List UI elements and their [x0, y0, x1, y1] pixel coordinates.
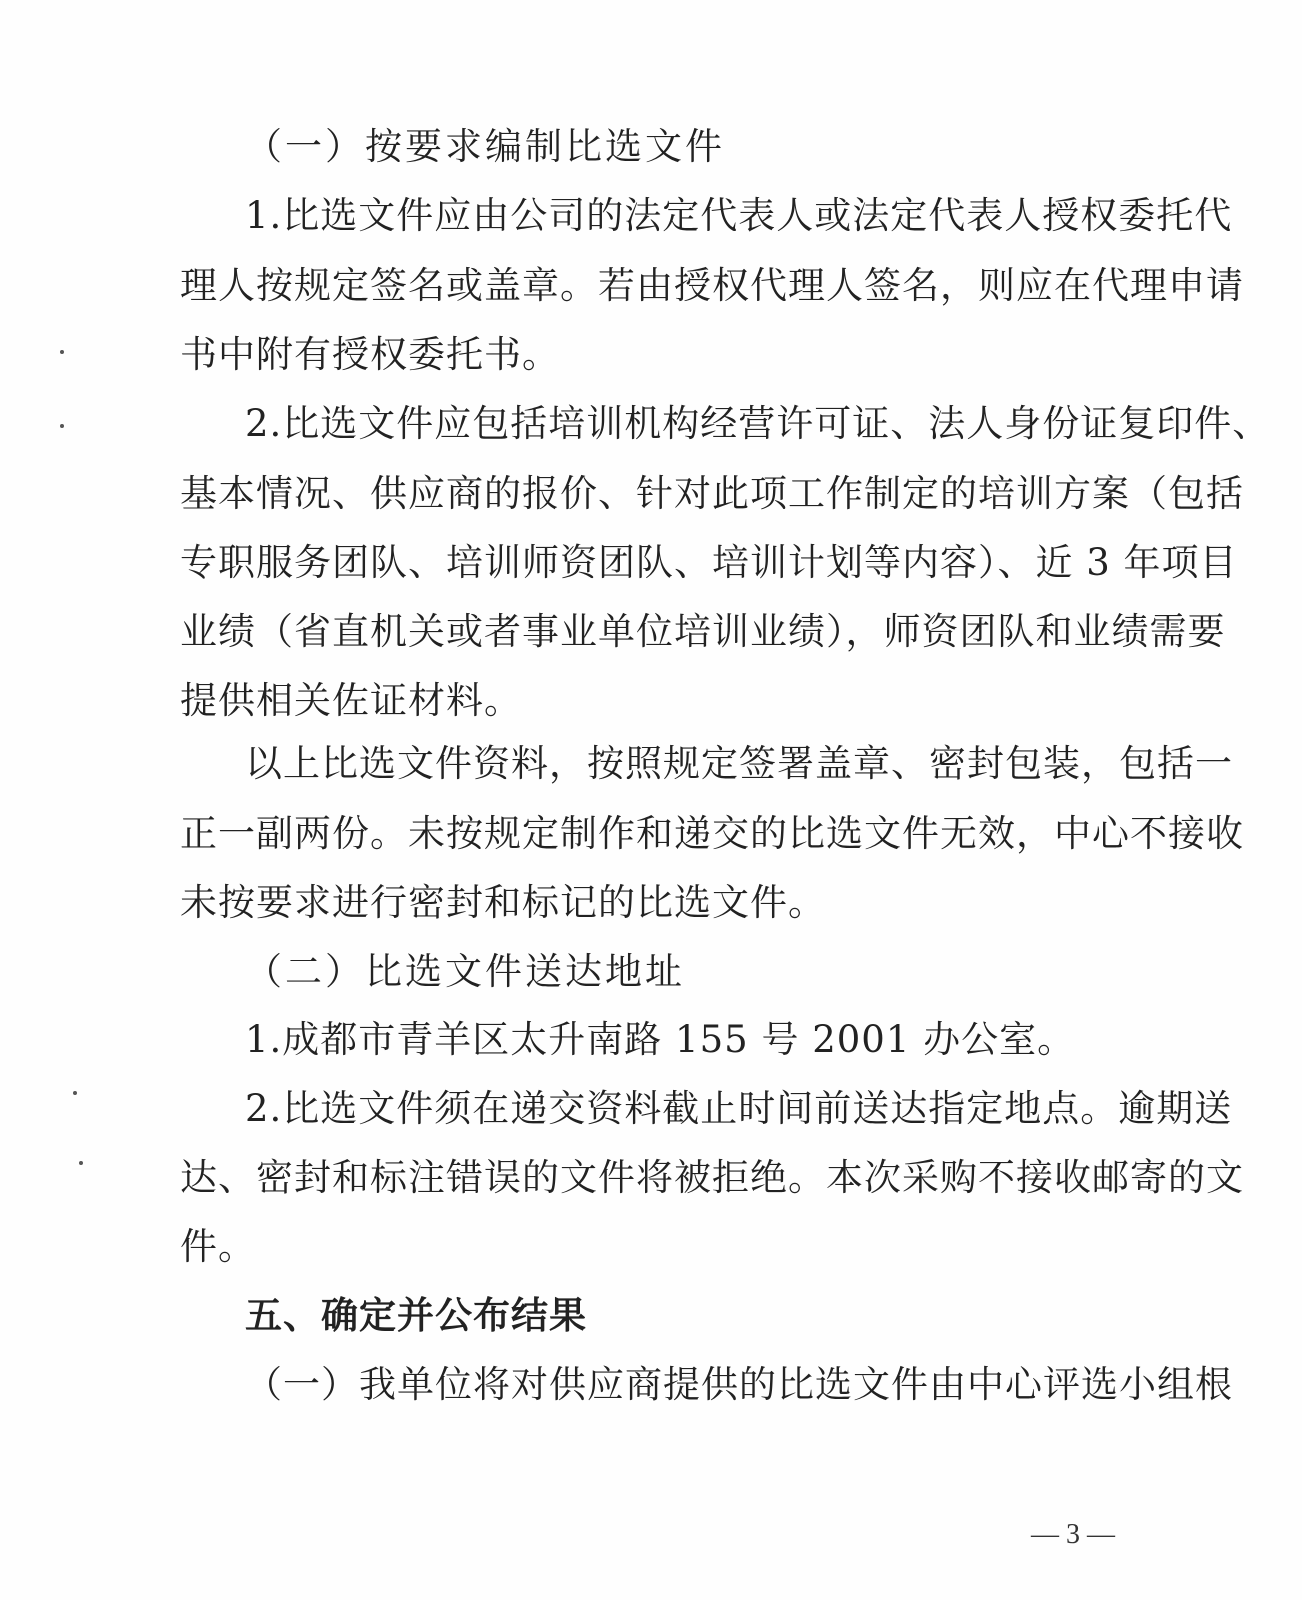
paragraph-line: 1.成都市青羊区太升南路 155 号 2001 办公室。 — [245, 1018, 1076, 1061]
paragraph-line: 提供相关佐证材料。 — [180, 679, 522, 722]
scan-speck — [60, 424, 64, 428]
paragraph-line: 基本情况、供应商的报价、针对此项工作制定的培训方案（包括 — [180, 472, 1244, 515]
page-number: — 3 — — [1031, 1519, 1115, 1550]
paragraph-line: 达、密封和标注错误的文件将被拒绝。本次采购不接收邮寄的文 — [180, 1156, 1244, 1199]
paragraph-line: 1.比选文件应由公司的法定代表人或法定代表人授权委托代 — [245, 194, 1233, 237]
scan-speck — [79, 1161, 83, 1165]
subheading-prepare-documents: （一）按要求编制比选文件 — [245, 125, 725, 168]
paragraph-line: 2.比选文件须在递交资料截止时间前送达指定地点。逾期送 — [245, 1087, 1233, 1130]
paragraph-line: 2.比选文件应包括培训机构经营许可证、法人身份证复印件、 — [245, 402, 1271, 445]
subheading-delivery-address: （二）比选文件送达地址 — [245, 950, 685, 993]
paragraph-line: （一）我单位将对供应商提供的比选文件由中心评选小组根 — [245, 1363, 1233, 1406]
paragraph-line: 以上比选文件资料，按照规定签署盖章、密封包装，包括一 — [245, 742, 1233, 785]
paragraph-line: 书中附有授权委托书。 — [180, 333, 560, 376]
paragraph-line: 理人按规定签名或盖章。若由授权代理人签名，则应在代理申请 — [180, 264, 1244, 307]
paragraph-line: 业绩（省直机关或者事业单位培训业绩），师资团队和业绩需要 — [180, 610, 1226, 653]
paragraph-line: 件。 — [180, 1225, 256, 1268]
section-heading-results: 五、确定并公布结果 — [245, 1294, 587, 1337]
paragraph-line: 正一副两份。未按规定制作和递交的比选文件无效，中心不接收 — [180, 812, 1244, 855]
paragraph-line: 专职服务团队、培训师资团队、培训计划等内容）、近 3 年项目 — [180, 541, 1238, 584]
paragraph-line: 未按要求进行密封和标记的比选文件。 — [180, 881, 826, 924]
scan-speck — [73, 1091, 77, 1095]
scan-speck — [60, 350, 64, 354]
